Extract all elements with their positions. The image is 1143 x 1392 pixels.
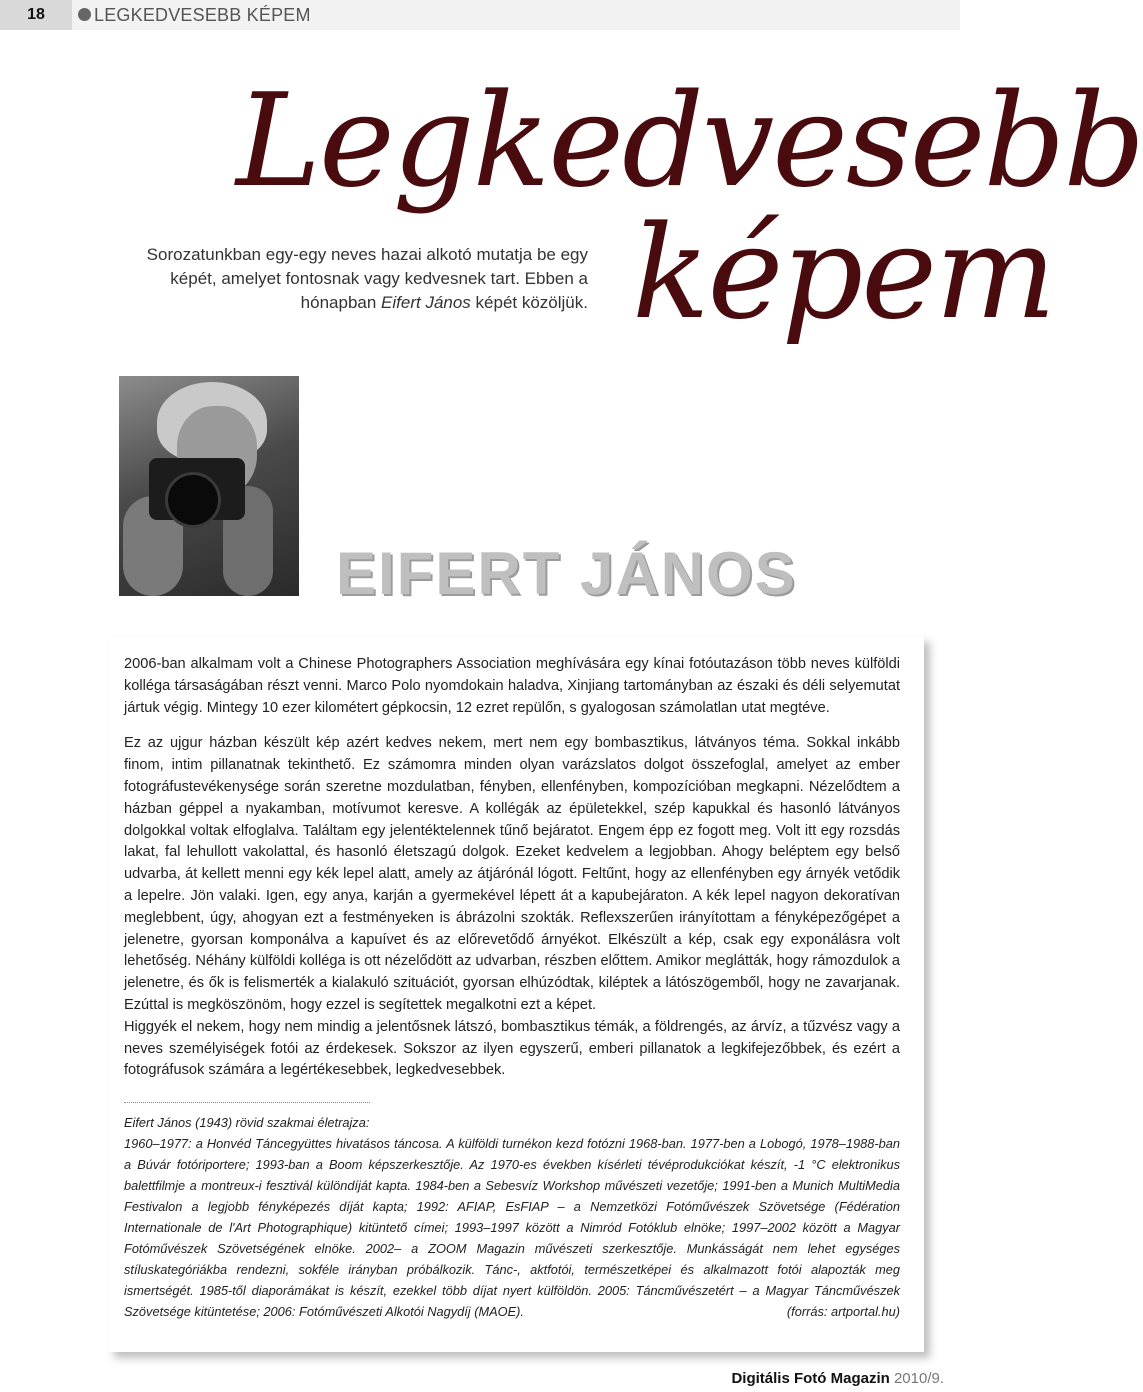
portrait-photo: [119, 376, 299, 596]
bullet-icon: [78, 8, 91, 21]
bio-section: [124, 1112, 900, 1322]
camera-lens-icon: [165, 472, 221, 528]
body-paragraph-3: Higgyék el nekem, hogy nem mindig a jelentősnek látszó, bombasztikus témák, a földrengés, az árvíz, a tűzvész vagy a neves személyiségek fotói az érdekesek. Sokszor az ilyen egyszerű, emberi pillanatok a legkifejezőbbek, és ezért a fotográfusok számára a legértékesebbek, legkedvesebbek.: [124, 1018, 900, 1079]
author-name-heading: EIFERT JÁNOS: [336, 540, 797, 607]
intro-before: Sorozatunkban egy-egy neves hazai alkotó mutatja be egy képét, amelyet fontosnak vagy kedvesnek tart. Ebben a hónapban: [146, 245, 588, 312]
bio-divider: [124, 1102, 370, 1103]
bio-source: (forrás: artportal.hu): [786, 1304, 900, 1319]
intro-name: Eifert János: [381, 293, 471, 312]
bio-text: 1960–1977: a Honvéd Táncegyüttes hivatásos táncosa. A külföldi turnékon kezd fotózni 1968-ban. 1977-ben a Lobogó, 1978–1988-ban a Búvár fotóriportere; 1993-ban a Boom képszerkesztője. Az 1970-es években kísérleti tévéprodukciókat készít, -1 °C elektronikus balettfilmje a montreux-i fesztivál különdíját kapta. 1984-ben a Sebesvíz Workshop művészeti vezetője; 1991-ben a Munich MultiMedia Festivalon a legjobb fényképezés díját kapta; 1992: AFIAP, EsFIAP – a Nemzetközi Fotóművészek Szövetsége (Fédération Internationale de l'Art Photographique) kitüntető címei; 1993–1997 között a Nimród Fotóklub elnöke; 1997–2002 között a Magyar Fotóművészek Szövetségének elnöke. 2002– a ZOOM Magazin művészeti szerkesztője. Munkásságát nem lehet egységes stíluskategóriákba rendezni, sokféle irányban próbálkozik. Tánc-, aktfotói, természetképei és alkalmazott fotói alapozták meg ismertségét. 1985-től diaporámákat is készít, ezekkel több díjat nyert külföldön. 2005: Táncművészetért – a Magyar Táncművészek Szövetsége kitüntetése; 2006: Fotóművészeti Alkotói Nagydíj (MAOE).: [124, 1136, 900, 1319]
body-paragraph-2: Ez az ujgur házban készült kép azért kedves nekem, mert nem egy bombasztikus, látványos téma. Sokkal inkább finom, intim pillanatnak tekinthető. Ez számomra minden olyan varázslatos dolgot összefoglal, amelyet az ember fotográfustevékenysége során szeretne mozdulatban, fényben, ellenfényben, kompozícióban megkapni. Nézelődtem a házban géppel a nyakamban, motívumot keresve. A kollégák az épületekkel, szép kapukkal és hasonló látványos dolgokkal voltak elfoglalva. Találtam egy jelentéktelennek tűnő bejáratot. Engem épp ez fogott meg. Volt itt egy rozsdás lakat, fal lehullott vakolattal, és hasonló életszagú dolgok. Ezeket kedvelem a legjobban. Ahogy beléptem egy belső udvarba, át kellett menni egy kék lepel alatt, amely az átjárónál lógott. Feltűnt, hogy az ellenfényben egy árnyék vetődik a lepelre. Jön valaki. Igen, egy anya, karján a gyermekével lépett át a kapubejáraton. A kék lepel nagyon dekoratívan meglebbent, úgy, ahogyan ezt a festményeken is ábrázolni szokták. Reflexszerűen irányítottam a fényképezőgépet a jelenetre, gyorsan komponálva a kapuívet és az előrevetődő árnyékot. Elkészült a kép, csak egy exponálásra volt lehetőség. Néhány külföldi kolléga is ott nézelődött az udvarban, részben előttem. Amikor meglátták, hogy rámozdulok a jelenetre, és ők is felismerték a kialakuló szituációt, gyorsan elhúzódtak, kiléptek a látószögemből, hogy ne zavarjanak. Ezúttal is megköszönöm, hogy ezzel is segítettek megalkotni ezt a képet.: [124, 735, 900, 1013]
magazine-name: Digitális Fotó Magazin: [731, 1370, 890, 1387]
title-line-2: képem: [632, 199, 1055, 348]
issue-number: 2010/9.: [893, 1370, 944, 1387]
bio-title: Eifert János (1943) rövid szakmai életrajza:: [124, 1115, 370, 1130]
section-label: LEGKEDVESEBB KÉPEM: [94, 5, 311, 25]
page-footer: [731, 1370, 944, 1387]
intro-after: képét közöljük.: [470, 293, 588, 312]
page-header: [0, 0, 960, 30]
title-line-1: Legkedvesebb: [236, 67, 1143, 216]
bio-text-wrap: [124, 1133, 900, 1322]
body-paragraph-1: 2006-ban alkalmam volt a Chinese Photographers Association meghívására egy kínai fotóutazáson több neves külföldi kolléga társaságában részt venni. Marco Polo nyomdokain haladva, Xinjiang tartományban az északi és déli selyemutat jártuk végig. Mintegy 10 ezer kilométert gépkocsin, 12 ezret repülőn, s gyalogosan számolatlan utat megtéve.: [124, 656, 900, 716]
page-number: 18: [0, 0, 72, 30]
intro-text: [124, 243, 588, 315]
article-body: [124, 654, 900, 1082]
